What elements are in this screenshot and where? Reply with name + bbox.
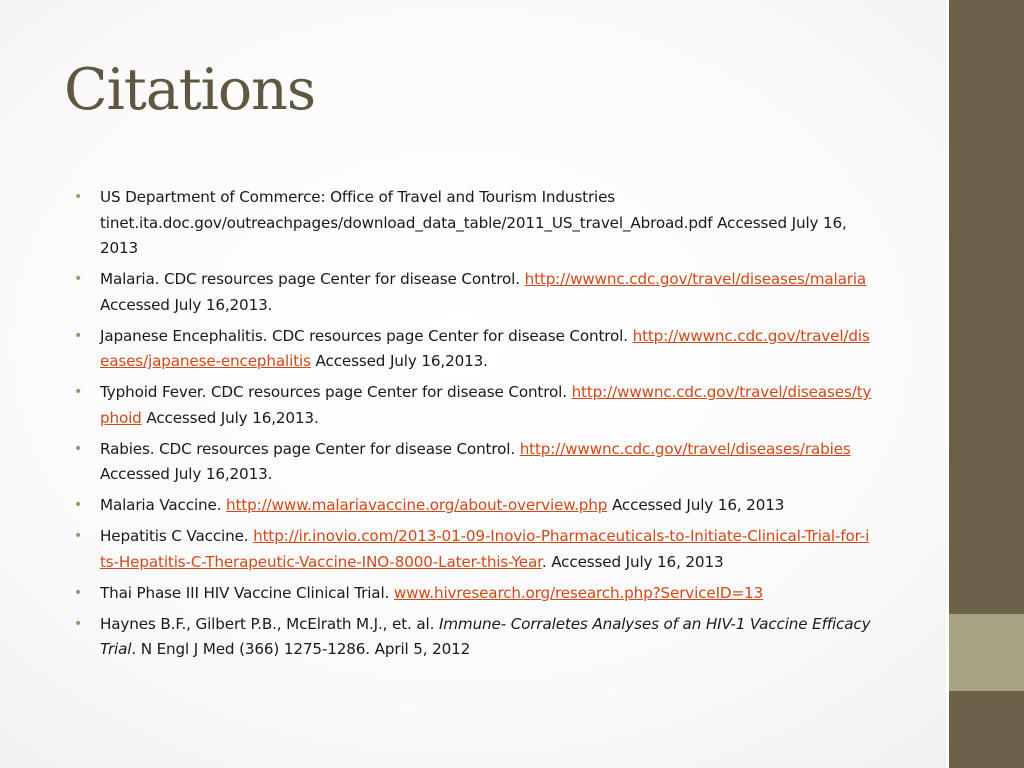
- citation-list: [74, 185, 874, 668]
- citation-item: [74, 324, 874, 375]
- slide-title: Citations: [64, 57, 316, 123]
- citation-accessed: . Accessed July 16, 2013: [541, 552, 724, 571]
- citation-item: [74, 524, 874, 575]
- citation-text: Malaria Vaccine.: [100, 496, 227, 514]
- citation-link-hiv-trial[interactable]: www.hivresearch.org/research.php?ServiceID=13: [393, 583, 764, 602]
- citation-text: Japanese Encephalitis. CDC resources page Center for disease Control.: [100, 326, 633, 345]
- bullet-icon: •: [74, 271, 83, 287]
- bullet-icon: •: [74, 497, 83, 513]
- citation-link-japanese-encephalitis[interactable]: http://wwwnc.cdc.gov/travel/diseases/japanese-encephalitis: [100, 326, 870, 370]
- decorative-sidebar-accent: [949, 614, 1024, 691]
- citation-text: Malaria. CDC resources page Center for disease Control.: [100, 270, 525, 288]
- citation-text: Hepatitis C Vaccine.: [100, 527, 254, 545]
- citation-item: [74, 185, 874, 262]
- citation-accessed: Accessed July 16,2013.: [310, 352, 488, 370]
- citation-link-typhoid[interactable]: http://wwwnc.cdc.gov/travel/diseases/typhoid: [100, 383, 872, 427]
- citation-link-malaria-vaccine[interactable]: http://www.malariavaccine.org/about-overview.php: [226, 496, 608, 514]
- citation-item: [74, 267, 874, 318]
- citation-article-title: Immune- Corraletes Analyses of an HIV-1 Vaccine Efficacy Trial: [100, 614, 871, 658]
- bullet-icon: •: [74, 440, 83, 457]
- citation-accessed: Accessed July 16, 2013: [607, 496, 785, 514]
- citation-text: Haynes B.F., Gilbert P.B., McElrath M.J., et. al.: [100, 614, 439, 633]
- citation-accessed: Accessed July 16,2013.: [141, 408, 319, 427]
- citation-item: [74, 581, 874, 607]
- bullet-icon: •: [74, 615, 83, 632]
- citation-accessed: Accessed July 16,2013.: [100, 465, 273, 483]
- bullet-icon: •: [74, 327, 83, 344]
- bullet-icon: •: [74, 584, 83, 601]
- citation-item: [74, 380, 874, 431]
- bullet-icon: •: [74, 528, 83, 544]
- citation-item: [74, 612, 874, 663]
- citation-link-malaria[interactable]: http://wwwnc.cdc.gov/travel/diseases/malaria: [524, 270, 867, 288]
- citation-accessed: Accessed July 16,2013.: [100, 295, 273, 314]
- citation-link-rabies[interactable]: http://wwwnc.cdc.gov/travel/diseases/rabies: [519, 439, 851, 458]
- citation-text: Thai Phase III HIV Vaccine Clinical Trial.: [100, 583, 394, 602]
- citation-text: Typhoid Fever. CDC resources page Center for disease Control.: [100, 383, 572, 401]
- bullet-icon: •: [74, 384, 83, 400]
- bullet-icon: •: [74, 189, 83, 205]
- citation-journal: . N Engl J Med (366) 1275-1286. April 5, 2012: [131, 640, 471, 658]
- citation-link-hepatitis-c-vaccine[interactable]: http://ir.inovio.com/2013-01-09-Inovio-Pharmaceuticals-to-Initiate-Clinical-Trial-for-its-Hepatitis-C-Therapeutic-Vaccine-INO-8000-Later-this-Year: [100, 527, 870, 571]
- citation-item: [74, 493, 874, 519]
- citation-item: [74, 437, 874, 488]
- citation-text: Rabies. CDC resources page Center for disease Control.: [100, 439, 520, 458]
- citation-text: US Department of Commerce: Office of Travel and Tourism Industries tinet.ita.doc.gov/outreachpages/download_data_table/2011_US_travel_Abroad.pdf Accessed July 16, 2013: [100, 188, 847, 257]
